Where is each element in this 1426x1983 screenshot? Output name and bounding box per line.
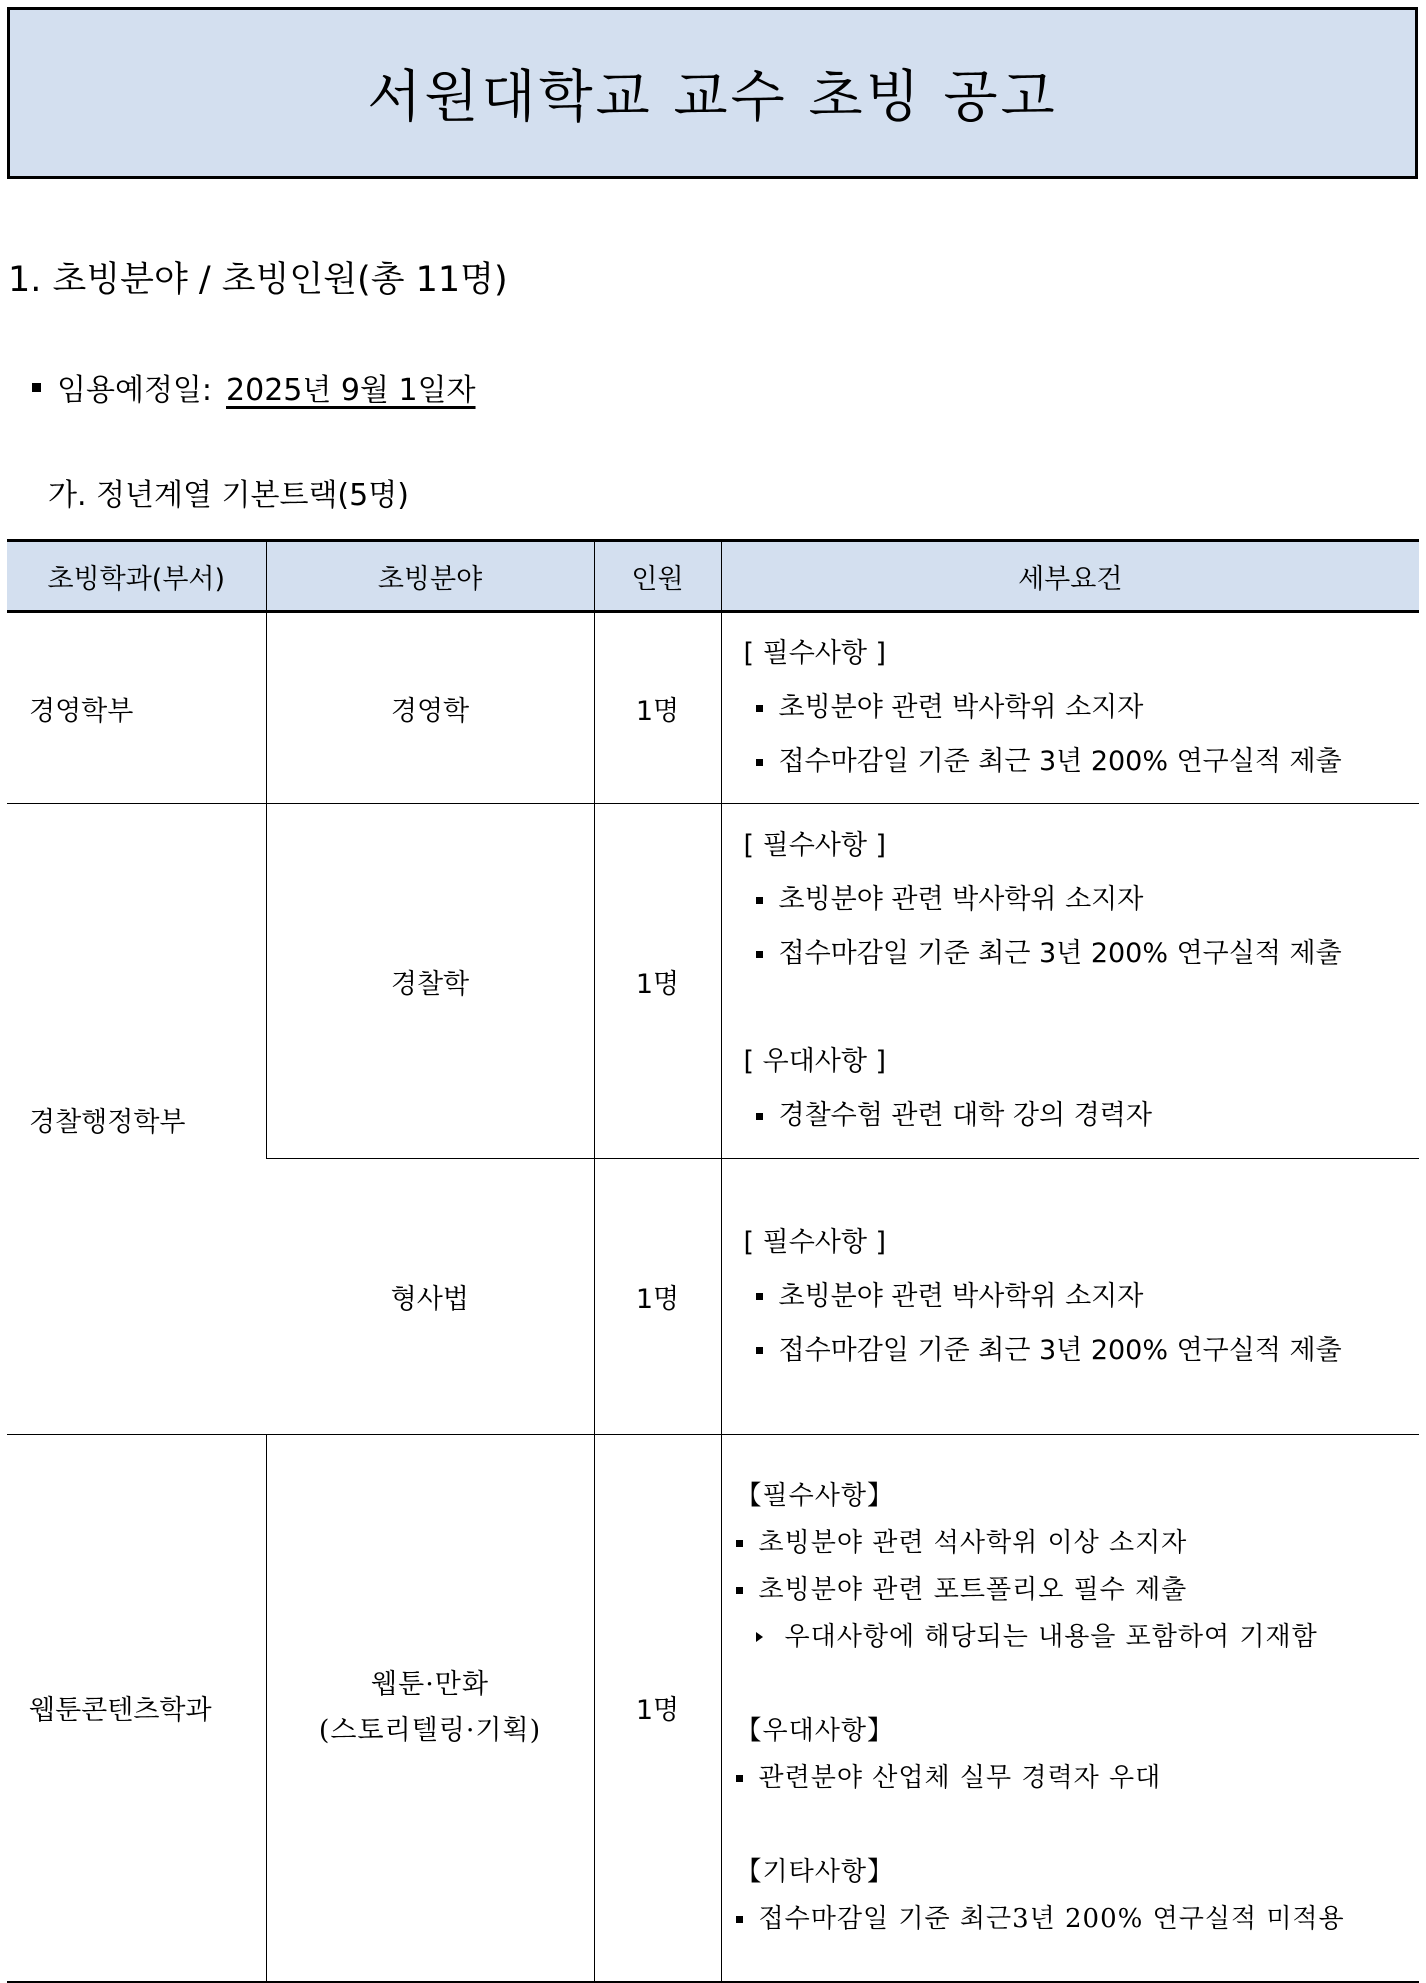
list-item: 초빙분야 관련 석사학위 이상 소지자 bbox=[736, 1520, 1420, 1567]
square-bullet-icon bbox=[32, 383, 41, 392]
list-item: 초빙분야 관련 포트폴리오 필수 제출 bbox=[736, 1567, 1420, 1614]
list-item: 경찰수험 관련 대학 강의 경력자 bbox=[744, 1089, 1420, 1143]
preferred-heading: [ 우대사항 ] bbox=[743, 1046, 887, 1077]
dept-cell: 경찰행정학부 bbox=[7, 804, 266, 1435]
list-item: 접수마감일 기준 최근3년 200% 연구실적 미적용 bbox=[736, 1896, 1420, 1943]
required-heading: [ 필수사항 ] bbox=[743, 1226, 887, 1258]
appointment-date: 2025년 9월 1일자 bbox=[226, 373, 476, 408]
field-cell: 형사법 bbox=[266, 1159, 594, 1435]
section-heading: 1. 초빙분야 / 초빙인원(총 11명) bbox=[8, 260, 508, 300]
square-bullet-icon bbox=[736, 1587, 743, 1594]
list-item: 접수마감일 기준 최근 3년 200% 연구실적 제출 bbox=[744, 735, 1420, 789]
table-header-row bbox=[7, 541, 1419, 612]
list-item: 초빙분야 관련 박사학위 소지자 bbox=[744, 681, 1420, 735]
square-bullet-icon bbox=[736, 1540, 743, 1547]
required-heading: [ 필수사항 ] bbox=[743, 830, 887, 861]
square-bullet-icon bbox=[756, 897, 763, 904]
list-item: 초빙분야 관련 박사학위 소지자 bbox=[744, 873, 1420, 927]
header-count: 인원 bbox=[594, 541, 721, 612]
count-cell: 1명 bbox=[594, 1159, 721, 1435]
preferred-heading: 【우대사항】 bbox=[735, 1715, 894, 1746]
requirements-cell bbox=[721, 804, 1419, 1159]
square-bullet-icon bbox=[736, 1916, 743, 1923]
header-requirements: 세부요건 bbox=[721, 541, 1419, 612]
square-bullet-icon bbox=[756, 1293, 763, 1300]
count-cell: 1명 bbox=[594, 804, 721, 1159]
list-item: 접수마감일 기준 최근 3년 200% 연구실적 제출 bbox=[744, 927, 1420, 981]
required-heading: [ 필수사항 ] bbox=[743, 638, 887, 669]
list-item: 관련분야 산업체 실무 경력자 우대 bbox=[736, 1755, 1420, 1802]
field-line-1: 웹툰·만화 bbox=[371, 1668, 489, 1700]
square-bullet-icon bbox=[756, 1347, 763, 1354]
list-subitem: 우대사항에 해당되는 내용을 포함하여 기재함 bbox=[736, 1614, 1420, 1661]
square-bullet-icon bbox=[756, 705, 763, 712]
header-dept: 초빙학과(부서) bbox=[7, 541, 266, 612]
field-line-2: (스토리텔링·기획) bbox=[318, 1714, 542, 1746]
subsection-heading: 가. 정년계열 기본트랙(5명) bbox=[48, 478, 409, 513]
field-cell bbox=[266, 1435, 594, 1982]
square-bullet-icon bbox=[756, 1113, 763, 1120]
appointment-label: 임용예정일: bbox=[57, 373, 213, 408]
requirements-cell bbox=[721, 612, 1419, 804]
field-cell: 경찰학 bbox=[266, 804, 594, 1159]
square-bullet-icon bbox=[756, 951, 763, 958]
header-field: 초빙분야 bbox=[266, 541, 594, 612]
recruitment-table bbox=[7, 539, 1419, 1983]
square-bullet-icon bbox=[736, 1775, 743, 1782]
page-title: 서원대학교 교수 초빙 공고 bbox=[367, 65, 1058, 130]
table-row bbox=[7, 612, 1419, 804]
count-cell: 1명 bbox=[594, 612, 721, 804]
square-bullet-icon bbox=[756, 759, 763, 766]
field-cell: 경영학 bbox=[266, 612, 594, 804]
appointment-line bbox=[32, 365, 476, 409]
other-heading: 【기타사항】 bbox=[735, 1856, 894, 1887]
required-heading: 【필수사항】 bbox=[735, 1480, 894, 1511]
dept-cell: 경영학부 bbox=[7, 612, 266, 804]
count-cell: 1명 bbox=[594, 1435, 721, 1982]
requirements-cell bbox=[721, 1435, 1419, 1982]
list-item: 초빙분야 관련 박사학위 소지자 bbox=[744, 1270, 1420, 1324]
triangle-bullet-icon bbox=[756, 1632, 763, 1642]
table-row bbox=[7, 1435, 1419, 1982]
table-row bbox=[7, 804, 1419, 1159]
list-item: 접수마감일 기준 최근 3년 200% 연구실적 제출 bbox=[744, 1324, 1420, 1378]
title-box bbox=[7, 7, 1418, 179]
requirements-cell bbox=[721, 1159, 1419, 1435]
dept-cell: 웹툰콘텐츠학과 bbox=[7, 1435, 266, 1982]
